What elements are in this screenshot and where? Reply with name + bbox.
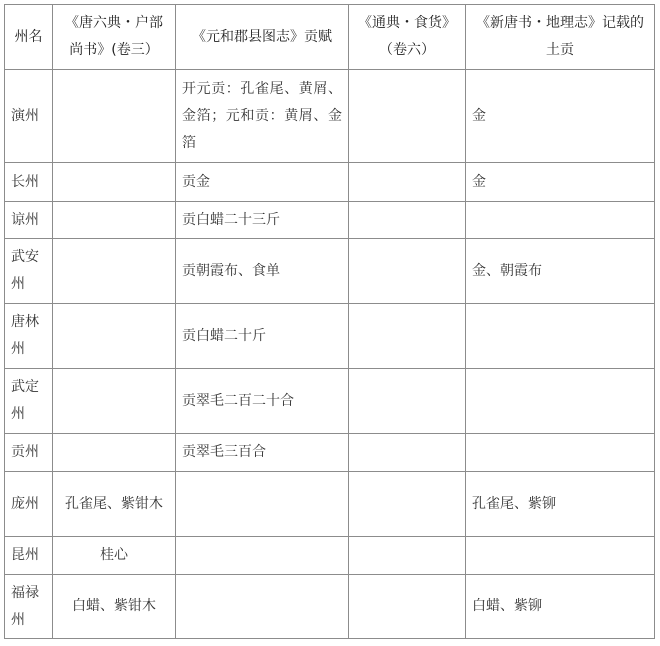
cell-liudian: 白蜡、紫钳木 xyxy=(53,575,176,639)
cell-xintang xyxy=(466,369,655,434)
cell-tongdian xyxy=(349,239,466,304)
cell-xintang: 金 xyxy=(466,163,655,202)
cell-xintang: 金 xyxy=(466,70,655,163)
cell-prefecture: 昆州 xyxy=(5,537,53,575)
header-name: 州名 xyxy=(5,5,53,70)
cell-prefecture: 武定州 xyxy=(5,369,53,434)
cell-prefecture: 谅州 xyxy=(5,202,53,239)
cell-tongdian xyxy=(349,575,466,639)
table-row xyxy=(5,304,655,369)
cell-yuanhe: 开元贡：孔雀尾、黄屑、金箔；元和贡：黄屑、金箔 xyxy=(176,70,349,163)
cell-xintang xyxy=(466,434,655,472)
cell-yuanhe xyxy=(176,575,349,639)
cell-tongdian xyxy=(349,70,466,163)
cell-yuanhe: 贡金 xyxy=(176,163,349,202)
cell-xintang: 孔雀尾、紫铆 xyxy=(466,472,655,537)
cell-prefecture: 演州 xyxy=(5,70,53,163)
cell-tongdian xyxy=(349,472,466,537)
cell-tongdian xyxy=(349,202,466,239)
cell-xintang: 白蜡、紫铆 xyxy=(466,575,655,639)
table-row xyxy=(5,369,655,434)
table-row xyxy=(5,70,655,163)
cell-yuanhe: 贡翠毛三百合 xyxy=(176,434,349,472)
cell-liudian xyxy=(53,369,176,434)
cell-prefecture: 贡州 xyxy=(5,434,53,472)
cell-prefecture: 福禄州 xyxy=(5,575,53,639)
cell-liudian xyxy=(53,163,176,202)
cell-liudian: 桂心 xyxy=(53,537,176,575)
cell-yuanhe xyxy=(176,537,349,575)
cell-yuanhe: 贡翠毛二百二十合 xyxy=(176,369,349,434)
cell-prefecture: 唐林州 xyxy=(5,304,53,369)
table-row xyxy=(5,537,655,575)
table-row xyxy=(5,434,655,472)
cell-liudian xyxy=(53,70,176,163)
cell-liudian xyxy=(53,304,176,369)
cell-tongdian xyxy=(349,163,466,202)
header-row xyxy=(5,5,655,70)
cell-xintang xyxy=(466,304,655,369)
tribute-table xyxy=(4,4,655,639)
table-row xyxy=(5,202,655,239)
header-xintang: 《新唐书・地理志》记载的土贡 xyxy=(466,5,655,70)
table-row xyxy=(5,163,655,202)
cell-xintang xyxy=(466,202,655,239)
table-row xyxy=(5,472,655,537)
cell-liudian xyxy=(53,202,176,239)
table-row xyxy=(5,239,655,304)
cell-yuanhe: 贡朝霞布、食单 xyxy=(176,239,349,304)
cell-tongdian xyxy=(349,434,466,472)
cell-xintang xyxy=(466,537,655,575)
header-tongdian: 《通典・食货》（卷六） xyxy=(349,5,466,70)
cell-liudian xyxy=(53,434,176,472)
cell-liudian xyxy=(53,239,176,304)
header-liudian: 《唐六典・户部尚书》(卷三） xyxy=(53,5,176,70)
cell-tongdian xyxy=(349,304,466,369)
cell-tongdian xyxy=(349,537,466,575)
cell-prefecture: 庞州 xyxy=(5,472,53,537)
cell-yuanhe: 贡白蜡二十三斤 xyxy=(176,202,349,239)
cell-prefecture: 武安州 xyxy=(5,239,53,304)
cell-prefecture: 长州 xyxy=(5,163,53,202)
header-yuanhe: 《元和郡县图志》贡赋 xyxy=(176,5,349,70)
cell-tongdian xyxy=(349,369,466,434)
cell-yuanhe: 贡白蜡二十斤 xyxy=(176,304,349,369)
cell-xintang: 金、朝霞布 xyxy=(466,239,655,304)
cell-liudian: 孔雀尾、紫钳木 xyxy=(53,472,176,537)
table-row xyxy=(5,575,655,639)
cell-yuanhe xyxy=(176,472,349,537)
